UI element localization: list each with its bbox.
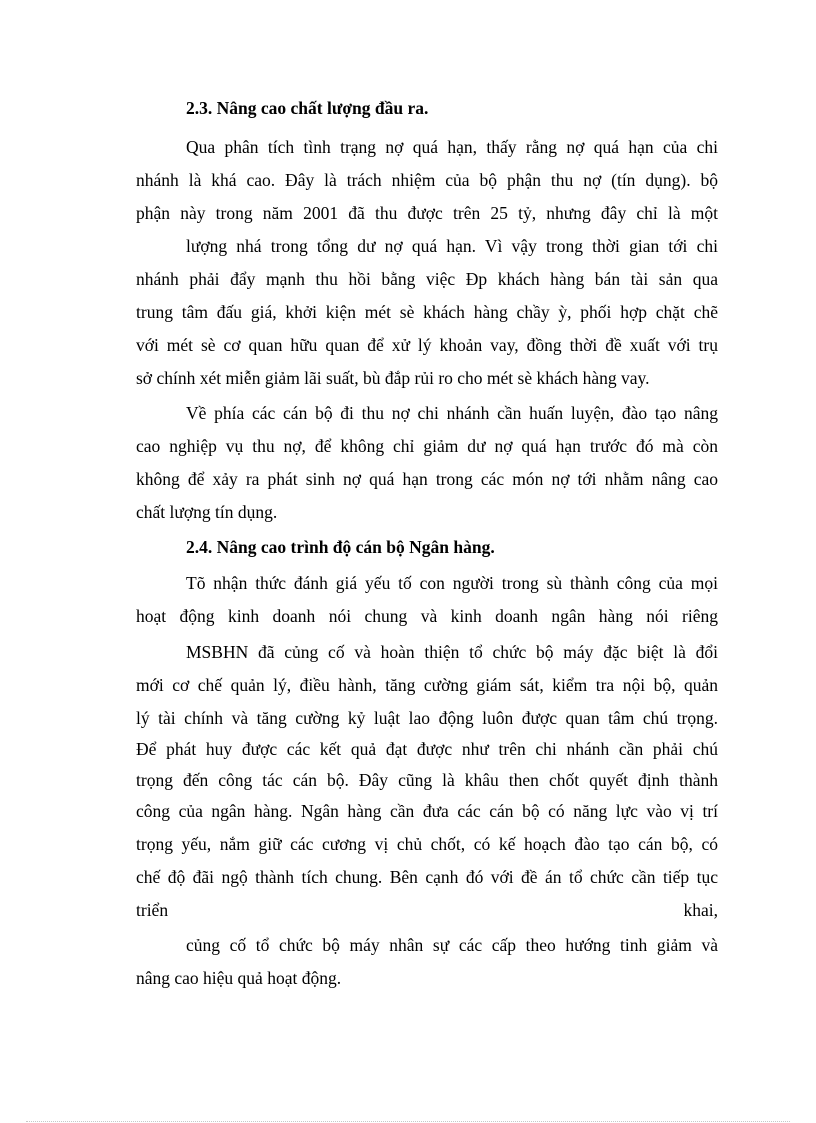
paragraph-line: không để xảy ra phát sinh nợ quá hạn trong các món nợ tới nhằm nâng cao bbox=[136, 469, 718, 489]
paragraph-line: mới cơ chế quản lý, điều hành, tăng cường giám sát, kiểm tra nội bộ, quản bbox=[136, 675, 718, 695]
paragraph-line: trọng yếu, nắm giữ các cương vị chủ chốt, có kế hoạch đào tạo cán bộ, có bbox=[136, 834, 718, 854]
paragraph-line: cao nghiệp vụ thu nợ, để không chỉ giảm dư nợ quá hạn trước đó mà còn bbox=[136, 436, 718, 456]
paragraph-line: chế độ đãi ngộ thành tích chung. Bên cạnh đó với đề án tổ chức cần tiếp tục bbox=[136, 867, 718, 887]
paragraph-line: chất lượng tín dụng. bbox=[136, 502, 278, 522]
paragraph-line: lượng nhá trong tổng dư nợ quá hạn. Vì vậy trong thời gian tới chi bbox=[186, 236, 718, 256]
paragraph-line: củng cố tổ chức bộ máy nhân sự các cấp theo hướng tinh giảm và bbox=[186, 935, 718, 955]
paragraph-line: lý tài chính và tăng cường kỷ luật lao động luôn được quan tâm chú trọng. bbox=[136, 708, 718, 728]
paragraph-line: nhánh phải đẩy mạnh thu hồi bằng việc Đp khách hàng bán tài sản qua bbox=[136, 269, 718, 289]
paragraph-line: nhánh là khá cao. Đây là trách nhiệm của bộ phận thu nợ (tín dụng). bộ bbox=[136, 170, 718, 190]
paragraph-line: trung tâm đấu giá, khởi kiện mét sè khách hàng chầy ỳ, phối hợp chặt chẽ bbox=[136, 302, 718, 322]
paragraph-line: Về phía các cán bộ đi thu nợ chi nhánh cần huấn luyện, đào tạo nâng bbox=[186, 403, 718, 423]
paragraph-line: Tõ nhận thức đánh giá yếu tố con người trong sù thành công của mọi bbox=[186, 573, 718, 593]
paragraph-line: MSBHN đã củng cố và hoàn thiện tổ chức bộ máy đặc biệt là đổi bbox=[186, 642, 718, 662]
paragraph-line: công của ngân hàng. Ngân hàng cần đưa các cán bộ có năng lực vào vị trí bbox=[136, 801, 718, 821]
paragraph-line: với mét sè cơ quan hữu quan để xử lý khoản vay, đồng thời đề xuất với trụ bbox=[136, 335, 718, 355]
paragraph-line: nâng cao hiệu quả hoạt động. bbox=[136, 968, 342, 988]
section-heading-2-3: 2.3. Nâng cao chất lượng đầu ra. bbox=[186, 98, 429, 118]
page-bottom-divider bbox=[26, 1121, 790, 1122]
section-heading-2-4: 2.4. Nâng cao trình độ cán bộ Ngân hàng. bbox=[186, 537, 495, 557]
paragraph-line: triển khai, bbox=[136, 900, 718, 920]
paragraph-line: hoạt động kinh doanh nói chung và kinh doanh ngân hàng nói riêng bbox=[136, 606, 718, 626]
paragraph-line: phận này trong năm 2001 đã thu được trên 25 tỷ, nhưng đây chỉ là một bbox=[136, 203, 718, 223]
paragraph-line: trọng đến công tác cán bộ. Đây cũng là khâu then chốt quyết định thành bbox=[136, 770, 718, 790]
paragraph-line: Để phát huy được các kết quả đạt được như trên chi nhánh cần phải chú bbox=[136, 739, 718, 759]
paragraph-line: sở chính xét miễn giảm lãi suất, bù đắp rủi ro cho mét sè khách hàng vay. bbox=[136, 368, 650, 388]
paragraph-line: Qua phân tích tình trạng nợ quá hạn, thấy rằng nợ quá hạn của chi bbox=[186, 137, 718, 157]
